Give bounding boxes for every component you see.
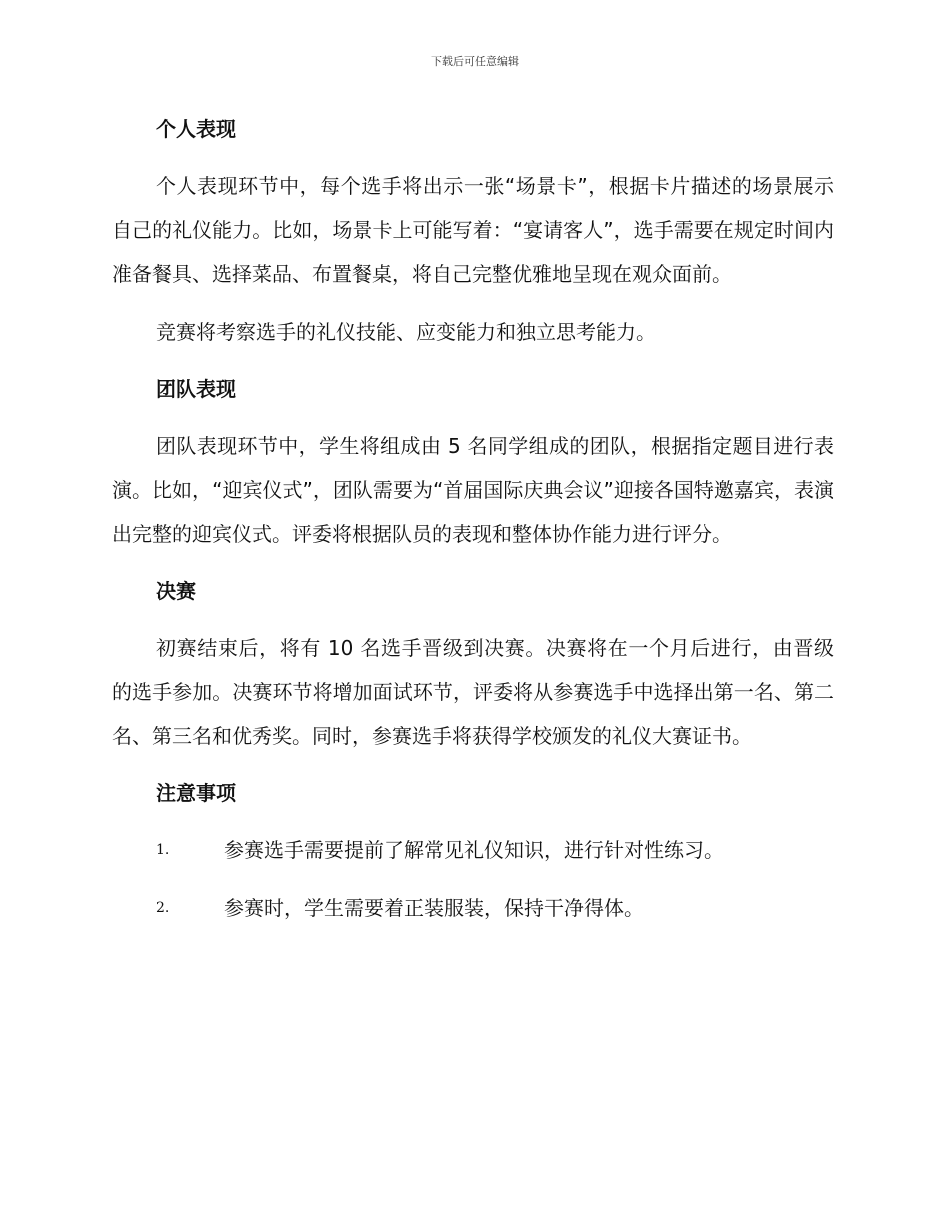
- section-heading-notes: 注意事项: [156, 781, 236, 805]
- section-heading-team: 团队表现: [156, 377, 236, 401]
- list-item: [112, 886, 834, 930]
- page-header: 下载后可任意编辑: [431, 55, 519, 68]
- paragraph-final-1: 初赛结束后，将有 10 名选手晋级到决赛。决赛将在一个月后进行，由晋级的选手参加。决赛环节将增加面试环节，评委将从参赛选手中选择出第一名、第二名、第三名和优秀奖。同时，参赛选手将获得学校颁发的礼仪大赛证书。: [112, 636, 834, 748]
- list-number: 1.: [156, 842, 170, 858]
- document-body: [112, 108, 834, 944]
- paragraph-individual-2: 竞赛将考察选手的礼仪技能、应变能力和独立思考能力。: [156, 320, 656, 344]
- paragraph-individual-1: 个人表现环节中，每个选手将出示一张“场景卡”，根据卡片描述的场景展示自己的礼仪能力。比如，场景卡上可能写着：“宴请客人”，选手需要在规定时间内准备餐具、选择菜品、布置餐桌，将自己完整优雅地呈现在观众面前。: [112, 174, 834, 286]
- section-heading-final: 决赛: [156, 579, 196, 603]
- paragraph-team-1: 团队表现环节中，学生将组成由 5 名同学组成的团队，根据指定题目进行表演。比如，“迎宾仪式”，团队需要为“首届国际庆典会议”迎接各国特邀嘉宾，表演出完整的迎宾仪式。评委将根据队员的表现和整体协作能力进行评分。: [112, 434, 834, 546]
- list-number: 2.: [156, 900, 170, 916]
- section-heading-individual: 个人表现: [156, 117, 236, 141]
- list-text: 参赛时，学生需要着正装服装，保持干净得体。: [224, 896, 644, 920]
- list-text: 参赛选手需要提前了解常见礼仪知识，进行针对性练习。: [224, 838, 724, 862]
- list-item: [112, 828, 834, 872]
